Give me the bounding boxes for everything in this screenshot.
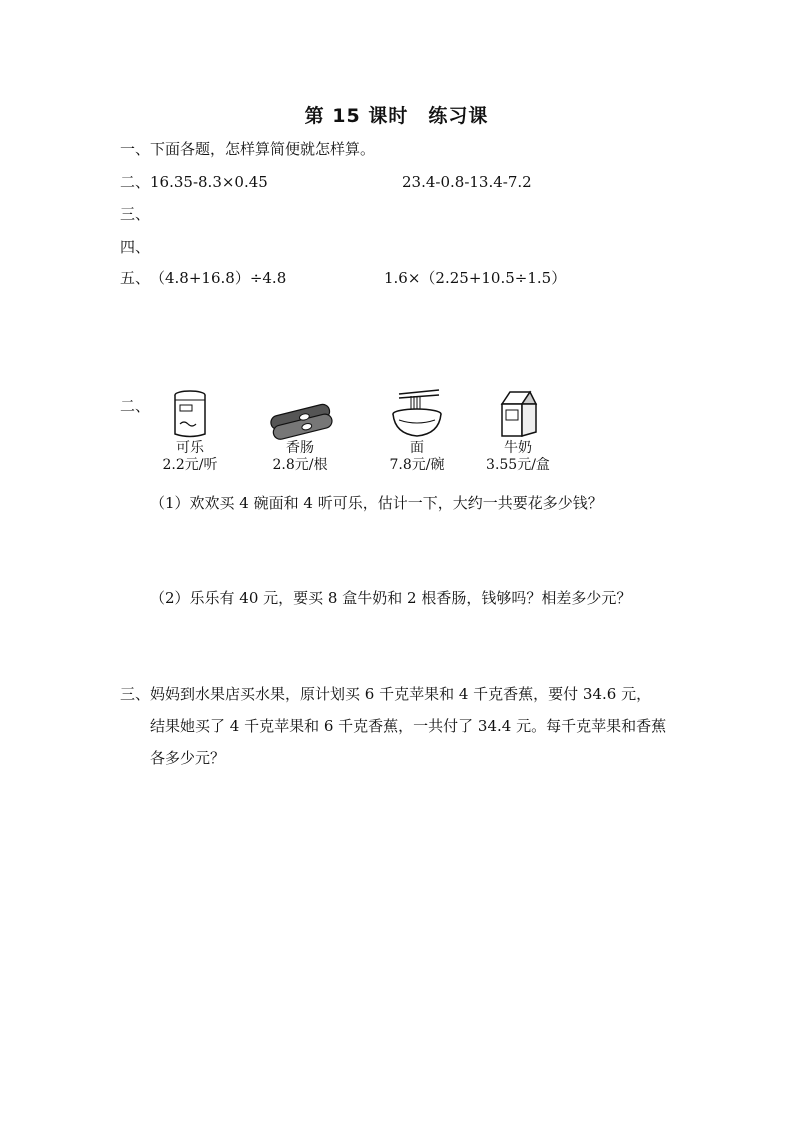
price-item-sausage bbox=[260, 388, 340, 474]
row4-label: 四、 bbox=[120, 238, 151, 256]
problem3-line1: 三、妈妈到水果店买水果，原计划买 6 千克苹果和 4 千克香蕉，要付 34.6 元， bbox=[120, 685, 652, 703]
item-name: 牛奶 bbox=[504, 440, 532, 456]
item-price: 3.55元/盒 bbox=[486, 457, 550, 473]
row5-expression-1: （4.8+16.8）÷4.8 bbox=[150, 269, 287, 287]
noodle-bowl-icon bbox=[389, 388, 445, 440]
cola-can-icon bbox=[170, 388, 210, 440]
sausage-icon bbox=[264, 388, 336, 440]
row2-expression-1: 16.35-8.3×0.45 bbox=[150, 173, 268, 191]
item-name: 可乐 bbox=[176, 440, 204, 456]
item-name: 面 bbox=[410, 440, 424, 456]
section1-header: 一、下面各题，怎样算简便就怎样算。 bbox=[120, 140, 376, 158]
item-price: 2.8元/根 bbox=[272, 457, 328, 473]
price-item-cola bbox=[150, 388, 230, 474]
price-item-noodles bbox=[377, 388, 457, 474]
row3-label: 三、 bbox=[120, 205, 151, 223]
price-item-milk bbox=[478, 388, 558, 474]
row2-expression-2: 23.4-0.8-13.4-7.2 bbox=[402, 173, 532, 191]
item-price: 7.8元/碗 bbox=[389, 457, 445, 473]
problem3-line2: 结果她买了 4 千克苹果和 6 千克香蕉，一共付了 34.4 元。每千克苹果和香蕉 bbox=[150, 717, 667, 735]
milk-carton-icon bbox=[494, 388, 542, 440]
problem3-line3: 各多少元？ bbox=[150, 749, 226, 767]
item-price: 2.2元/听 bbox=[162, 457, 218, 473]
question-1: （1）欢欢买 4 碗面和 4 听可乐，估计一下，大约一共要花多少钱？ bbox=[150, 494, 603, 512]
question-2: （2）乐乐有 40 元，要买 8 盒牛奶和 2 根香肠，钱够吗？相差多少元？ bbox=[150, 589, 632, 607]
row5-label: 五、 bbox=[120, 269, 151, 287]
row5-expression-2: 1.6×（2.25+10.5÷1.5） bbox=[384, 269, 567, 287]
section2-label: 二、 bbox=[120, 397, 151, 415]
page-title: 第 15 课时 练习课 bbox=[304, 105, 489, 127]
row2-label: 二、 bbox=[120, 173, 151, 191]
item-name: 香肠 bbox=[286, 440, 314, 456]
